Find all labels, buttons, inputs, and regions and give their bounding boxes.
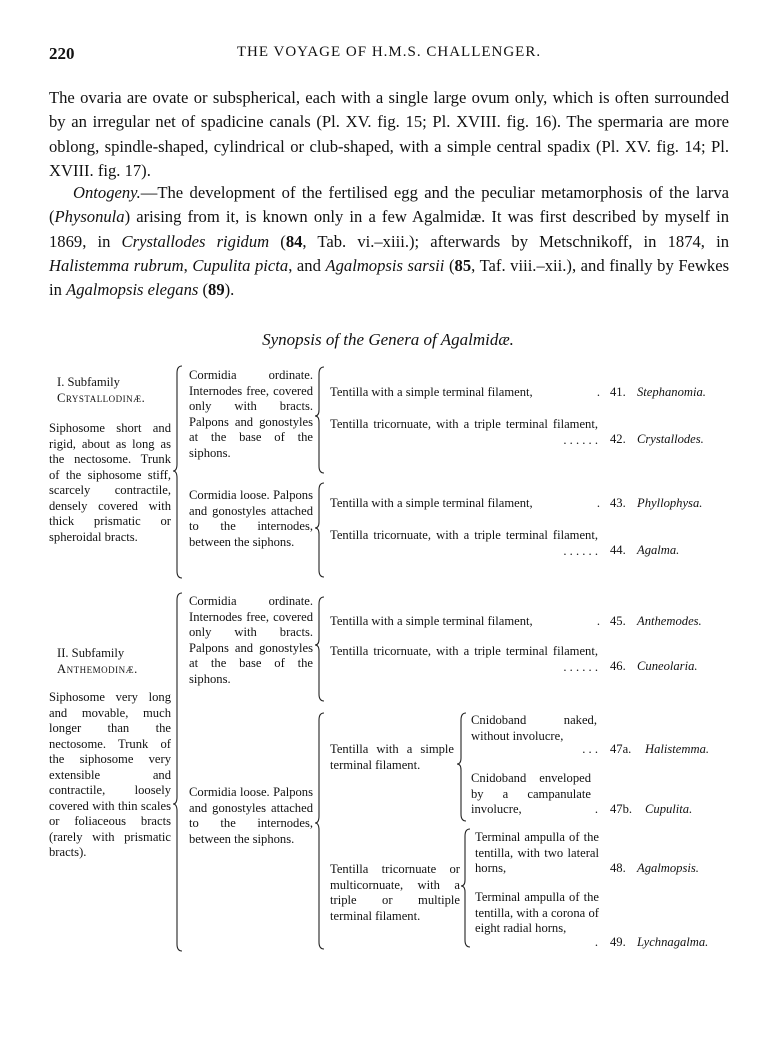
subfamily-2-group-b-description: Cormidia loose. Palpons and gonostyles attached to the internodes, between the siphons. xyxy=(189,785,313,846)
brace-multiple-filament xyxy=(460,828,472,950)
multiple-filament-description: Tentilla tricornuate or multicornuate, with a triple or multiple terminal filament. xyxy=(330,862,460,923)
row-42-dots: . . . . . . xyxy=(563,433,598,447)
genus-number-47b: 47b. xyxy=(610,802,633,816)
ontogeny-heading: Ontogeny. xyxy=(73,183,141,202)
page-number: 220 xyxy=(49,44,75,63)
subfamily-1-group-a-description: Cormidia ordinate. Internodes free, covered only with bracts. Palpons and gonostyles at the base of the siphons. xyxy=(189,368,313,460)
subfamily-1-group-b-description: Cormidia loose. Palpons and gonostyles attached to the internodes, between the siphons. xyxy=(189,488,313,549)
genus-cuneolaria: Cuneolaria. xyxy=(637,659,698,673)
subfamily-1-label: I. Subfamily xyxy=(57,375,120,389)
genus-number-44: 44. xyxy=(610,543,626,557)
row-44-line1: Tentilla tricornuate, with a triple terminal filament, xyxy=(330,528,598,542)
brace-group-1a xyxy=(314,366,326,474)
brace-group-2a xyxy=(314,596,326,702)
subfamily-1-heading xyxy=(57,375,177,406)
row-43: Tentilla with a simple terminal filament, . xyxy=(330,496,600,510)
subfamily-2-heading xyxy=(57,646,177,677)
genus-crystallodes: Crystallodes. xyxy=(637,432,704,446)
brace-subfamily-2 xyxy=(172,592,184,954)
brace-subfamily-1 xyxy=(172,365,184,581)
genus-lychnagalma: Lychnagalma. xyxy=(637,935,709,949)
genus-anthemodes: Anthemodes. xyxy=(637,614,702,628)
genus-phyllophysa: Phyllophysa. xyxy=(637,496,703,510)
genus-number-45: 45. xyxy=(610,614,626,628)
paragraph-ovaria: The ovaria are ovate or subspherical, each with a single large ovum only, which is often surrounded by an irregular net of spadicine canals (Pl. XV. fig. 15; Pl. XVIII. fig. 16). The spermaria are more oblong, spindle-shaped, cylindrical or club-shaped, with a simple central spadix (Pl. XV. fig. 14; Pl. XVIII. fig. 17). xyxy=(49,88,729,180)
row-41: Tentilla with a simple terminal filament, . xyxy=(330,385,600,399)
row-42-line1: Tentilla tricornuate, with a triple terminal filament, xyxy=(330,417,598,431)
synopsis-title: Synopsis of the Genera of Agalmidæ. xyxy=(262,330,514,349)
paragraph-ontogeny: Ontogeny.—The development of the fertilised egg and the peculiar metamorphosis of the larva (Physonula) arising from it, is known only in a few Agalmidæ. It was first described by myself in 1869, in Crystallodes rigidum (84, Tab. vi.–xiii.); afterwards by Metschnikoff, in 1874, in Halistemma rubrum, Cupulita picta, and Agalmopsis sarsii (85, Taf. viii.–xii.), and finally by Fewkes in Agalmopsis elegans (89). xyxy=(49,183,730,300)
brace-group-2b xyxy=(314,712,326,952)
genus-agalmopsis: Agalmopsis. xyxy=(637,861,699,875)
genus-number-42: 42. xyxy=(610,432,626,446)
genus-number-49: 49. xyxy=(610,935,626,949)
reference-84: 84 xyxy=(285,231,303,251)
genus-number-43: 43. xyxy=(610,496,626,510)
row-47b-text: Cnidoband enveloped by a campanulate involucre, xyxy=(471,771,591,816)
genus-cupulita: Cupulita. xyxy=(645,802,693,816)
row-46-line1: Tentilla tricornuate, with a triple terminal filament, xyxy=(330,644,598,658)
row-45: Tentilla with a simple terminal filament, . xyxy=(330,614,600,628)
reference-89: 89 xyxy=(208,280,225,300)
genus-halistemma: Halistemma. xyxy=(645,742,710,756)
subfamily-1-name: Crystallodinæ. xyxy=(57,390,146,405)
simple-filament-description: Tentilla with a simple terminal filament. xyxy=(330,742,454,772)
subfamily-2-name: Anthemodinæ. xyxy=(57,661,138,676)
brace-simple-filament xyxy=(456,712,468,824)
brace-group-1b xyxy=(314,482,326,578)
genus-agalma: Agalma. xyxy=(637,543,680,557)
genus-number-47a: 47a. xyxy=(610,742,632,756)
row-49-dots: . xyxy=(594,935,598,949)
subfamily-2-label: II. Subfamily xyxy=(57,646,125,660)
row-47a-text: Cnidoband naked, without involucre, xyxy=(471,713,597,743)
genus-stephanomia: Stephanomia. xyxy=(637,385,706,399)
row-44-dots: . . . . . . xyxy=(563,544,598,558)
page-header xyxy=(49,44,729,68)
genus-number-48: 48. xyxy=(610,861,626,875)
row-49-text: Terminal ampulla of the tentilla, with a corona of eight radial horns, xyxy=(475,890,599,935)
subfamily-1-description: Siphosome short and rigid, about as long as the nectosome. Trunk of the siphosome stiff, scarcely contractile, densely covered with thick prismatic or spheroidal bracts. xyxy=(49,421,171,544)
subfamily-2-description: Siphosome very long and movable, much longer than the nectosome. Trunk of the siphosome very extensible and contractile, loosely covered with thin scales or foliaceous bracts (rarely with prismatic bracts). xyxy=(49,690,171,859)
subfamily-2-group-a-description: Cormidia ordinate. Internodes free, covered only with bracts. Palpons and gonostyles at the base of the siphons. xyxy=(189,594,313,686)
row-47a-dots: . . . xyxy=(582,742,598,756)
reference-85: 85 xyxy=(454,255,472,275)
genus-number-46: 46. xyxy=(610,659,626,673)
genus-number-41: 41. xyxy=(610,385,626,399)
row-46-dots: . . . . . . xyxy=(563,660,598,674)
running-title: THE VOYAGE OF H.M.S. CHALLENGER. xyxy=(236,44,542,60)
row-47b-dots: . xyxy=(594,802,598,816)
row-48-text: Terminal ampulla of the tentilla, with two lateral horns, xyxy=(475,830,599,875)
